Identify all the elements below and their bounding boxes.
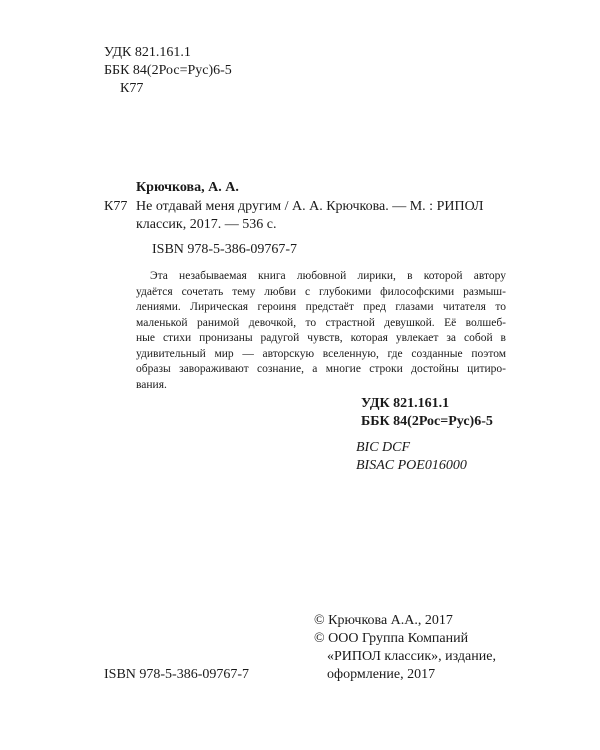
annotation-line: ные стихи пронизаны радугой чувств, которая увлекает за собой в: [136, 332, 506, 344]
bibliographic-line-1: Не отдавай меня другим / А. А. Крючкова. — М. : РИПОЛ: [136, 199, 484, 214]
record-author-code: К77: [104, 199, 128, 214]
copyright-author: © Крючкова А.А., 2017: [314, 613, 453, 628]
udk-code-bold: УДК 821.161.1: [361, 396, 450, 411]
copyright-publisher-line-1: © ООО Группа Компаний: [314, 631, 469, 646]
top-bbk-code: ББК 84(2Рос=Рус)6-5: [104, 63, 232, 78]
bisac-code: BISAC POE016000: [356, 458, 467, 473]
bibliographic-line-2: классик, 2017. — 536 с.: [136, 217, 277, 232]
record-isbn: ISBN 978-5-386-09767-7: [152, 242, 298, 257]
copyright-publisher-line-3: оформление, 2017: [327, 667, 436, 682]
annotation-line: лениями. Лирическая героиня предстаёт пред глазами читателя то: [136, 301, 506, 313]
bbk-code-bold: ББК 84(2Рос=Рус)6-5: [361, 414, 493, 429]
annotation-line: удивительный мир — авторскую вселенную, где созданные поэтом: [136, 347, 506, 360]
annotation-line: удаётся сочетать тему любви с глубокими философскими размыш-: [136, 285, 506, 298]
annotation-line: маленькой ранимой девочкой, то страстной девушкой. Её волшеб-: [136, 316, 506, 329]
annotation-paragraph: [136, 269, 506, 393]
top-udk-code: УДК 821.161.1: [104, 45, 191, 60]
annotation-line: вания.: [136, 378, 167, 391]
annotation-line: Эта незабываемая книга любовной лирики, в которой автору: [150, 270, 506, 282]
bic-code: BIC DCF: [356, 440, 411, 455]
annotation-line: образы завораживают сознание, а многие строки достойны цитиро-: [136, 363, 506, 375]
copyright-publisher-line-2: «РИПОЛ классик», издание,: [327, 649, 496, 664]
top-author-code: К77: [120, 81, 144, 96]
author-name: Крючкова, А. А.: [136, 180, 239, 195]
footer-isbn: ISBN 978-5-386-09767-7: [104, 667, 250, 682]
